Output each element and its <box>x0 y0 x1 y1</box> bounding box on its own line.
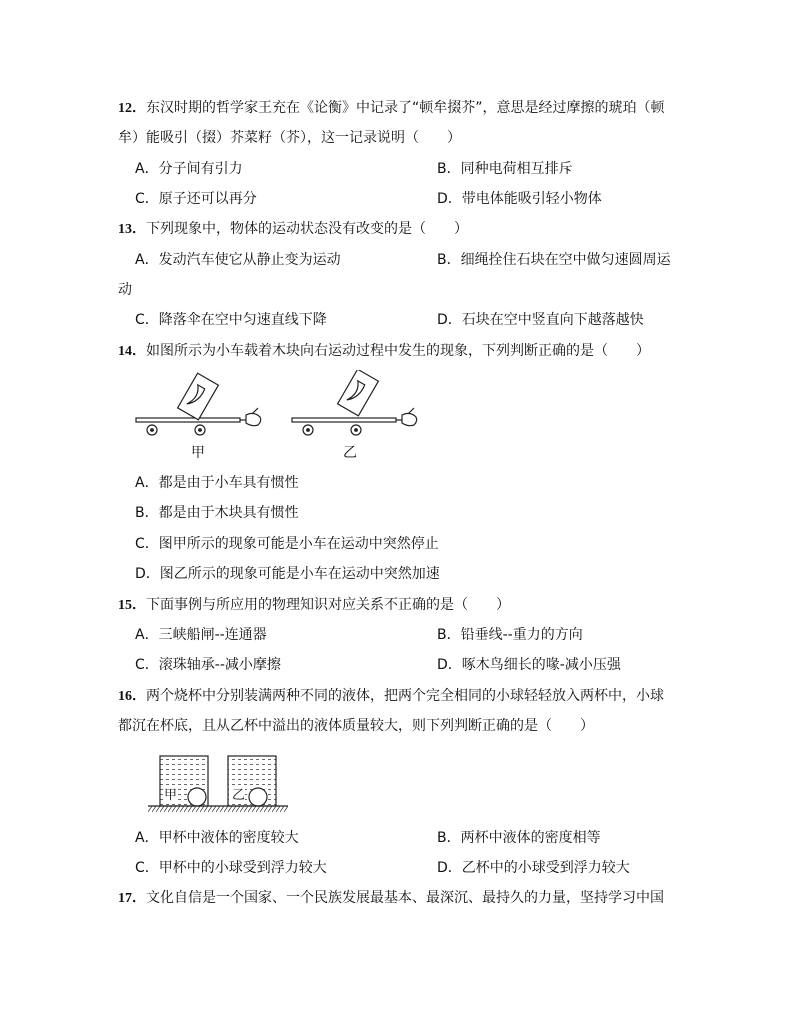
q13-option-b: B．细绳拴住石块在空中做匀速圆周运 <box>437 252 671 268</box>
q12-option-b: B．同种电荷相互排斥 <box>437 161 573 177</box>
q12-option-a: A．分子间有引力 <box>135 161 243 177</box>
cart-jia <box>136 373 261 435</box>
q14-label-yi: 乙 <box>343 445 357 461</box>
q16-line2: 都沉在杯底，且从乙杯中溢出的液体质量较大，则下列判断正确的是（ ） <box>118 718 594 734</box>
q16-figure-beakers <box>148 752 288 814</box>
q16-option-d: D．乙杯中的小球受到浮力较大 <box>437 860 630 876</box>
q13-option-b-wrap: 动 <box>118 282 132 298</box>
q16-line1 <box>118 686 664 707</box>
q16-label-jia: 甲 <box>164 788 178 803</box>
q13-option-a: A．发动汽车使它从静止变为运动 <box>135 252 341 268</box>
q14-stem: 如图所示为小车载着木块向右运动过程中发生的现象，下列判断正确的是（ ） <box>146 343 650 359</box>
q15-option-a: A．三峡船闸--连通器 <box>135 627 267 643</box>
q13-option-d: D．石块在空中竖直向下越落越快 <box>437 312 644 328</box>
q16-number: 16． <box>118 689 146 704</box>
q15-option-d: D．啄木鸟细长的喙-减小压强 <box>437 657 621 673</box>
q14-figure-jia <box>134 370 264 440</box>
q13-stem: 下列现象中，物体的运动状态没有改变的是（ ） <box>146 221 468 237</box>
cart-yi <box>292 370 417 435</box>
q15-number: 15． <box>118 598 146 613</box>
q14-line1 <box>118 341 650 362</box>
q16-label-yi: 乙 <box>232 788 246 803</box>
q15-line1 <box>118 595 510 616</box>
q17-number: 17． <box>118 891 146 906</box>
q16-stem-1: 两个烧杯中分别装满两种不同的液体，把两个完全相同的小球轻轻放入两杯中，小球 <box>146 688 664 704</box>
q16-option-a: A．甲杯中液体的密度较大 <box>135 830 299 846</box>
q15-option-c: C．滚珠轴承--减小摩擦 <box>135 657 281 673</box>
q17-line1 <box>118 888 664 909</box>
q14-label-jia: 甲 <box>191 445 205 461</box>
q14-figure-yi <box>290 370 420 440</box>
q16-option-b: B．两杯中液体的密度相等 <box>437 830 601 846</box>
q13-number: 13． <box>118 222 146 237</box>
q12-option-d: D．带电体能吸引轻小物体 <box>437 191 602 207</box>
q15-option-b: B．铅垂线--重力的方向 <box>437 627 583 643</box>
q17-stem: 文化自信是一个国家、一个民族发展最基本、最深沉、最持久的力量，坚持学习中国 <box>146 890 664 906</box>
q12-line2: 牟）能吸引（掇）芥菜籽（芥），这一记录说明（ ） <box>118 130 461 146</box>
q15-stem: 下面事例与所应用的物理知识对应关系不正确的是（ ） <box>146 597 510 613</box>
q12-number: 12． <box>118 101 146 116</box>
q13-line1 <box>118 219 468 240</box>
q12-option-c: C．原子还可以再分 <box>135 191 257 207</box>
q14-option-c: C．图甲所示的现象可能是小车在运动中突然停止 <box>135 536 439 552</box>
q14-option-d: D．图乙所示的现象可能是小车在运动中突然加速 <box>135 566 440 582</box>
q14-option-a: A．都是由于小车具有惯性 <box>135 475 299 491</box>
q16-option-c: C．甲杯中的小球受到浮力较大 <box>135 860 327 876</box>
q14-number: 14． <box>118 344 146 359</box>
q13-option-c: C．降落伞在空中匀速直线下降 <box>135 312 327 328</box>
q12-stem-1: 东汉时期的哲学家王充在《论衡》中记录了“顿牟掇芥”，意思是经过摩擦的琥珀（顿 <box>146 100 665 116</box>
q14-option-b: B．都是由于木块具有惯性 <box>135 505 299 521</box>
q12-line1 <box>118 98 665 119</box>
